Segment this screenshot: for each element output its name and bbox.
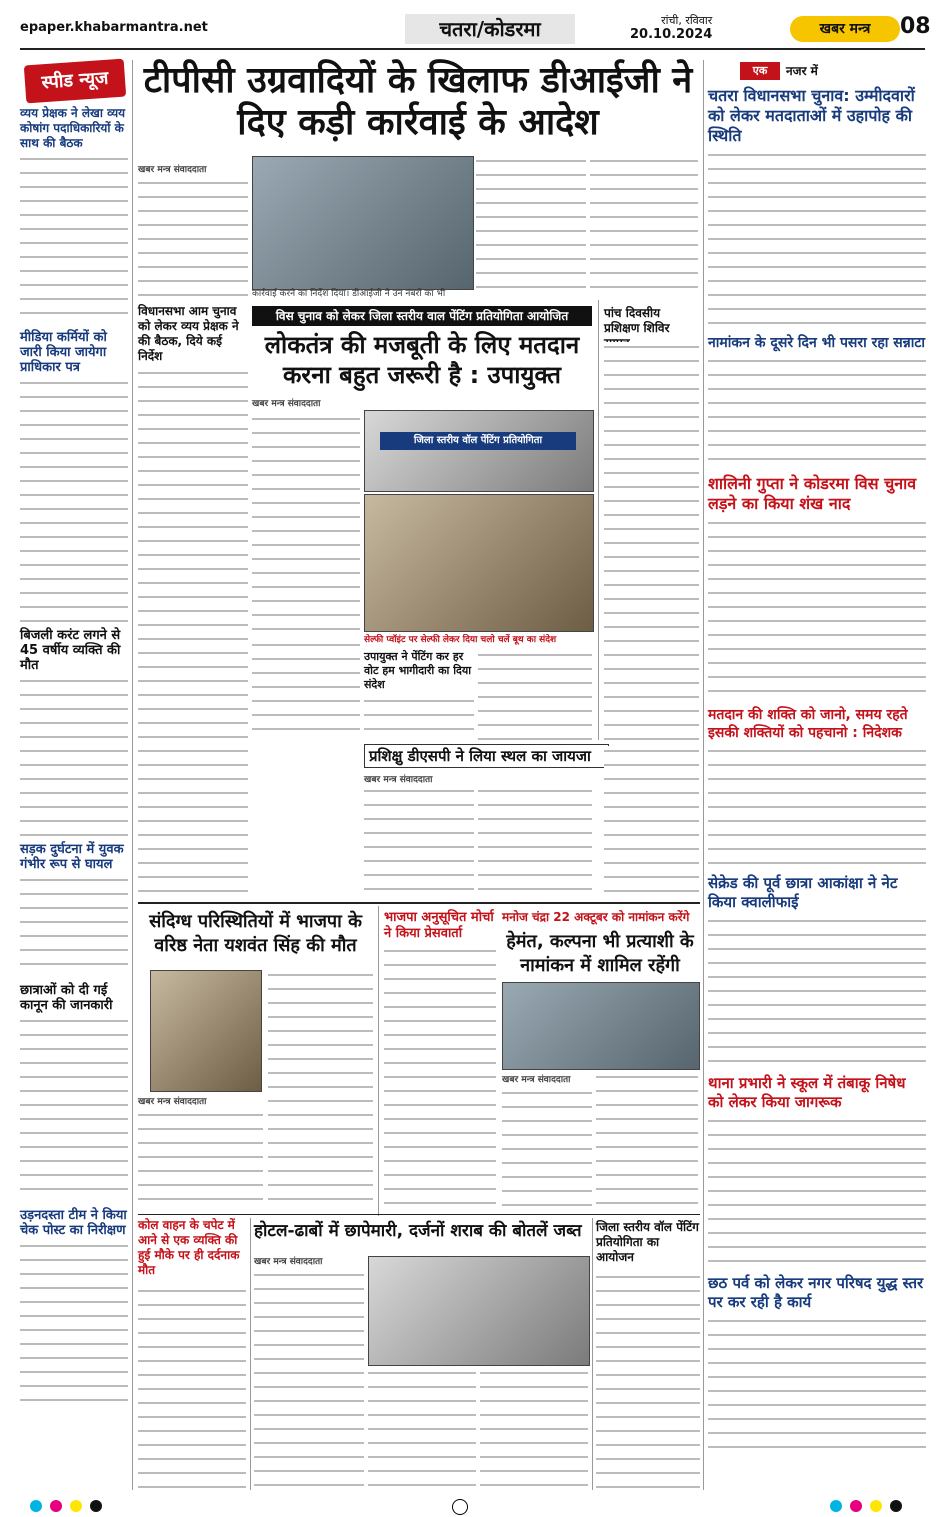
right-story-4-text xyxy=(708,746,926,866)
section-divider-2 xyxy=(138,1214,700,1215)
right-story-5-text xyxy=(708,916,926,1066)
right-headline-1: चतरा विधानसभा चुनाव: उम्मीदवारों को लेकर मतदाताओं में उहापोह की स्थिति xyxy=(708,86,915,145)
left-story-2-text xyxy=(20,378,128,622)
right-headline-7: छठ पर्व को लेकर नगर परिषद युद्ध स्तर पर कर रही है कार्य xyxy=(708,1274,924,1311)
right-story-6-text xyxy=(708,1116,926,1266)
right-story-1-text xyxy=(708,150,926,326)
morcha-story-text xyxy=(384,946,496,1210)
raid-text-col1 xyxy=(254,1270,364,1490)
hemant-photo-group xyxy=(502,982,700,1070)
right-story-7-text xyxy=(708,1316,926,1456)
dsp-byline: खबर मन्त्र संवाददाता xyxy=(364,775,433,785)
right-news-column xyxy=(708,86,926,1456)
print-registration-bar xyxy=(0,1496,945,1516)
lead-headline: टीपीसी उग्रवादियों के खिलाफ डीआईजी ने दिए कड़ी कार्रवाई के आदेश xyxy=(143,60,693,143)
raid-text-col3 xyxy=(480,1368,588,1490)
right-headline-3: शालिनी गुप्ता ने कोडरमा विस चुनाव लड़ने का किया शंख नाद xyxy=(708,474,917,513)
lead-text-col1 xyxy=(138,178,248,296)
painting-photo-wall xyxy=(364,494,594,632)
painting-byline: खबर मन्त्र संवाददाता xyxy=(252,399,321,409)
issue-date: 20.10.2024 xyxy=(630,27,713,42)
right-headline-4: मतदान की शक्ति को जानो, समय रहते इसकी शक्तियों को पहचानो : निदेशक xyxy=(708,707,908,741)
brand-logo: खबर मन्त्र xyxy=(790,16,900,42)
column-rule-morcha xyxy=(378,906,379,1216)
left-headline-4: सड़क दुर्घटना में युवक गंभीर रूप से घायल xyxy=(20,842,124,872)
hemant-text-col2 xyxy=(596,1072,698,1210)
lead-text-col2 xyxy=(476,156,586,296)
bjp-text-col2 xyxy=(268,970,373,1210)
dsp-text-col2 xyxy=(478,786,592,896)
speed-news-logo: स्पीड न्यूज xyxy=(24,59,126,104)
date-block xyxy=(630,14,712,42)
raid-text-col2 xyxy=(368,1368,476,1490)
lead-caption: कार्रवाई करने का निर्देश दिया। डीआईजी ने उन नंबरों का भी xyxy=(252,289,446,299)
section-divider xyxy=(138,902,700,904)
left-news-column xyxy=(20,106,128,1411)
dsp-headline: प्रशिक्षु डीएसपी ने लिया स्थल का जायजा xyxy=(364,744,609,768)
masthead-bar xyxy=(20,14,931,50)
yellow-reg-mark-right xyxy=(870,1500,882,1512)
painting-photo-banner: जिला स्तरीय वॉल पेंटिंग प्रतियोगिता xyxy=(380,432,576,450)
bjp-byline: खबर मन्त्र संवाददाता xyxy=(138,1097,207,1107)
left-headline-1: व्यय प्रेक्षक ने लेखा व्यय कोषांग पदाधिकारियों के साथ की बैठक xyxy=(20,106,126,150)
bjp-text-col1 xyxy=(138,1110,263,1210)
epaper-url[interactable]: epaper.khabarmantra.net xyxy=(20,20,208,35)
raid-byline: खबर मन्त्र संवाददाता xyxy=(254,1257,323,1267)
training-headline: पांच दिवसीय प्रशिक्षण शिविर xyxy=(604,306,670,335)
magenta-reg-mark xyxy=(50,1500,62,1512)
column-rule-left xyxy=(132,60,133,1490)
right-headline-2: नामांकन के दूसरे दिन भी पसरा रहा सन्नाटा xyxy=(708,335,926,351)
lead-photo-meeting xyxy=(252,156,474,290)
left-story-4-text xyxy=(20,875,128,977)
bjp-photo-portrait xyxy=(150,970,262,1092)
painting-photo-participants xyxy=(364,410,594,492)
left-story-3-text xyxy=(20,676,128,836)
ek-nazar-label: नजर में xyxy=(786,64,818,78)
accident-story-text xyxy=(138,1286,246,1490)
left-story-5-text xyxy=(20,1016,128,1202)
left-headline-5: छात्राओं को दी गई कानून की जानकारी xyxy=(20,983,113,1013)
crosshair-icon xyxy=(452,1499,468,1515)
left-headline-6: उड़नदस्ता टीम ने किया चेक पोस्ट का निरीक्षण xyxy=(20,1208,127,1238)
hemant-byline: खबर मन्त्र संवाददाता xyxy=(502,1075,571,1085)
bjp-headline: संदिग्ध परिस्थितियों में भाजपा के वरिष्ठ नेता यशवंत सिंह की मौत xyxy=(149,911,362,956)
right-story-3-text xyxy=(708,518,926,698)
painting-text-col1b xyxy=(252,640,360,740)
painting-headline: लोकतंत्र की मजबूती के लिए मतदान करना बहुत जरूरी है : उपायुक्त xyxy=(264,331,580,389)
painting-subhead: उपायुक्त ने पेंटिंग कर हर वोट हम भागीदारी का दिया संदेश xyxy=(364,650,472,691)
hemant-text-col1 xyxy=(502,1088,592,1210)
black-reg-mark-right xyxy=(890,1500,902,1512)
right-story-2-text xyxy=(708,356,926,466)
column-rule-mid xyxy=(598,300,599,740)
left-story-1-text xyxy=(20,154,128,324)
expenditure-story-text xyxy=(138,368,248,900)
cyan-reg-mark-right xyxy=(830,1500,842,1512)
hemant-kicker: मनोज चंद्रा 22 अक्टूबर को नामांकन करेंगे xyxy=(502,910,690,924)
column-rule-right xyxy=(703,60,704,1490)
black-reg-mark xyxy=(90,1500,102,1512)
magenta-reg-mark-right xyxy=(850,1500,862,1512)
dsp-text-col1 xyxy=(364,786,474,896)
accident-headline: कोल वाहन के चपेट में आने से एक व्यक्ति की हुई मौके पर ही दर्दनाक मौत xyxy=(138,1218,240,1277)
cyan-reg-mark xyxy=(30,1500,42,1512)
raid-photo-bottles xyxy=(368,1256,590,1366)
painting-caption: सेल्फी प्वॉइंट पर सेल्फी लेकर दिया चलो चलें बूथ का संदेश xyxy=(364,635,557,645)
painting-text-col3 xyxy=(478,650,592,740)
lead-text-col3 xyxy=(590,156,698,296)
raid-headline: होटल-ढाबों में छापेमारी, दर्जनों शराब की बोतलें जब्त xyxy=(254,1221,582,1241)
expenditure-headline: विधानसभा आम चुनाव को लेकर व्यय प्रेक्षक ने की बैठक, दिये कई निर्देश xyxy=(138,304,239,363)
left-headline-3: बिजली करंट लगने से 45 वर्षीय व्यक्ति की मौत xyxy=(20,628,121,673)
small-painting-headline: जिला स्तरीय वॉल पेंटिंग प्रतियोगिता का आयोजन xyxy=(596,1220,699,1264)
hemant-headline: हेमंत, कल्पना भी प्रत्याशी के नामांकन में शामिल रहेंगी xyxy=(506,931,694,976)
left-story-6-text xyxy=(20,1241,128,1411)
section-title: चतरा/कोडरमा xyxy=(405,14,575,44)
right-headline-6: थाना प्रभारी ने स्कूल में तंबाकू निषेध को लेकर किया जागरूक xyxy=(708,1074,906,1111)
small-painting-text xyxy=(596,1272,700,1490)
page-number: 08 xyxy=(900,14,931,39)
left-headline-2: मीडिया कर्मियों को जारी किया जायेगा प्राधिकार पत्र xyxy=(20,330,107,375)
training-story-text xyxy=(604,342,699,740)
right-headline-5: सेक्रेड की पूर्व छात्रा आकांक्षा ने नेट किया क्वालीफाई xyxy=(708,874,898,911)
column-rule-raid xyxy=(250,1218,251,1490)
lead-byline: खबर मन्त्र संवाददाता xyxy=(138,165,207,175)
city-day: रांची, रविवार xyxy=(661,14,713,27)
column-rule-small xyxy=(592,1218,593,1490)
painting-text-col1 xyxy=(252,414,360,632)
yellow-reg-mark xyxy=(70,1500,82,1512)
morcha-headline: भाजपा अनुसूचित मोर्चा ने किया प्रेसवार्ता xyxy=(384,910,494,941)
dsp-text-col3 xyxy=(604,746,699,896)
ek-nazar-tag: एक xyxy=(740,62,780,80)
painting-kicker: विस चुनाव को लेकर जिला स्तरीय वाल पेंटिंग प्रतियोगिता आयोजित xyxy=(252,306,592,326)
painting-text-col2 xyxy=(364,696,474,740)
